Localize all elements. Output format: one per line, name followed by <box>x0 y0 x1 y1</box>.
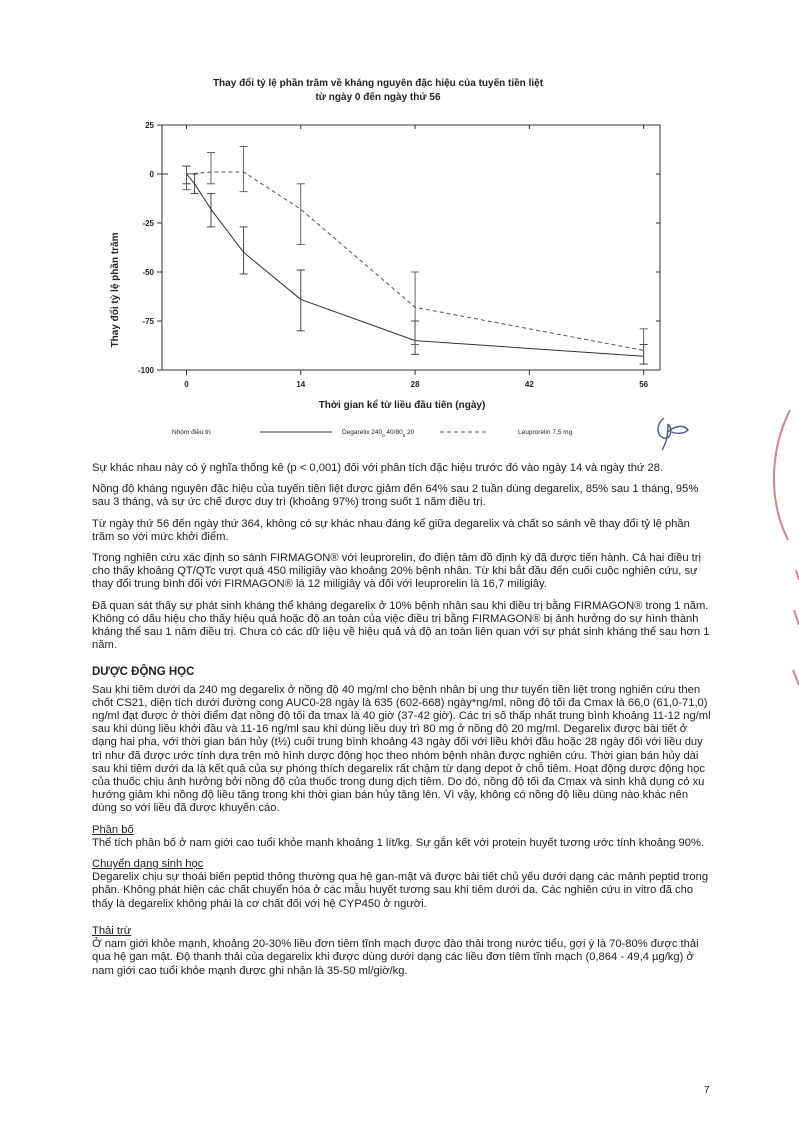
plot-frame <box>162 125 660 370</box>
legend-group-label: Nhóm điều trị <box>172 429 211 436</box>
y-tick-label: 25 <box>145 121 154 130</box>
figure <box>100 70 700 450</box>
paragraph-significance: Sự khác nhau này có ý nghĩa thống kê (p < 0,001) đối với phân tích đặc hiệu trước đó vào ngày 14 và ngày thứ 28. <box>92 462 664 474</box>
x-axis-title: Thời gian kể từ liều đầu tiên (ngày) <box>318 400 486 411</box>
paragraph-psa-reduction: Nồng độ kháng nguyên đặc hiệu của tuyến tiền liệt được giảm đến 64% sau 2 tuần dùng degarelix, 85% sau 1 tháng, 95% sau 3 tháng, và sự ức chế được duy trì (khoảng 97%) trong suốt 1 năm điều trị. <box>92 483 699 509</box>
y-tick-label: -75 <box>142 317 154 326</box>
subsection-text-distribution: Thể tích phân bố ở nam giới cao tuổi khỏe mạnh khoảng 1 lít/kg. Sự gắn kết với protein huyết tương ước tính khoảng 90%. <box>92 836 705 849</box>
y-tick-label: -100 <box>137 366 154 375</box>
page-number: 7 <box>704 1085 710 1096</box>
text-body <box>92 462 714 986</box>
stamp-mark <box>760 410 799 710</box>
y-tick-label: -25 <box>142 219 154 228</box>
subsection-biotransformation <box>92 858 714 911</box>
subsection-title-biotransformation: Chuyển dạng sinh học <box>92 858 204 871</box>
series-leuprorelin <box>182 147 647 365</box>
paragraph-ecg: Trong nghiên cứu xác định so sánh FIRMAGON® với leuprorelin, đo điện tâm đồ định kỳ đã được tiến hành. Cả hai điều trị cho thấy khoảng QT/QTc vượt quá 450 miligiây vào khoảng 20% bệnh nhân. Từ khi bắt đầu đến cuối cuộc nghiên cứu, sự thay đổi trung bình đối với FIRMAGON® là 12 miligiây và đối với leuprorelin là 16,7 miligiây. <box>92 552 701 591</box>
subsection-title-elimination: Thải trừ <box>92 924 132 937</box>
subsection-title-distribution: Phân bố <box>92 823 134 836</box>
y-tick-label: -50 <box>142 268 154 277</box>
series-layer <box>182 147 647 365</box>
x-tick-label: 42 <box>524 380 534 389</box>
paragraph-day-56-364: Từ ngày thứ 56 đến ngày thứ 364, không có sự khác nhau đáng kể giữa degarelix và chất so sánh về thay đổi tỷ lệ phần trăm so với mức khởi điểm. <box>92 517 690 543</box>
legend-label-leuprorelin: Leuprorelin 7,5 mg <box>518 429 573 436</box>
chart-title-line1: Thay đổi tỷ lệ phần trăm về kháng nguyên đặc hiệu của tuyến tiền liệt <box>212 78 544 89</box>
y-tick-label: 0 <box>149 170 154 179</box>
y-axis-title: Thay đổi tỷ lệ phần trăm <box>110 232 121 348</box>
subsection-text-elimination: Ở nam giới khỏe mạnh, khoảng 20-30% liều đơn tiêm tĩnh mạch được đào thải trong nước tiểu, gợi ý là 70-80% được thải qua hệ gan mật. Độ thanh thải của degarelix khi được dùng dưới dạng các liều đơn tiêm tĩnh mạch (0,864 - 49,4 µg/kg) ở nam giới cao tuổi khỏe mạnh được ghi nhận là 35-50 ml/giờ/kg. <box>92 938 699 977</box>
axes <box>138 121 660 389</box>
paragraph-pharmacokinetics: Sau khi tiêm dưới da 240 mg degarelix ở nồng độ 40 mg/ml cho bệnh nhân bị ung thư tuyến tiền liệt trong nghiên cứu then chốt CS21, diện tích dưới đường cong AUC0-28 ngày là 635 (602-668) ngày*ng/ml, nồng độ tối đa Cmax là 66,0 (61,0-71,0) ng/ml đạt được ở thời điểm đạt nồng độ tối đa tmax là 40 giờ (37-42 giờ). Các trị số thấp nhất trung bình khoảng 11-12 ng/ml sau khi dùng liều khởi đầu và 11-16 ng/ml sau khi dùng liều duy trì 80 mg ở nồng độ 20 mg/ml. Degarelix được bài tiết ở dạng hai pha, với thời gian bán hủy (t½) cuối trung bình khoảng 43 ngày đối với liều khởi đầu hoặc 28 ngày đối với liều duy trì như đã được ước tính dựa trên mô hình dược động học theo nhóm bệnh nhân được nghiên cứu. Thời gian bán hủy dài sau khi tiêm dưới da là kết quả của sự phóng thích degarelix rất chậm từ dạng depot ở chỗ tiêm. Hoạt động dược động học của thuốc chịu ảnh hưởng bởi nồng độ của thuốc trong dung dịch tiêm. Do đó, nồng độ tối đa Cmax và sinh khả dụng có xu hướng giảm khi nồng độ liều tăng trong khi thời gian bán hủy tăng lên. Vì vậy, không có nồng độ liều dùng nào khác nên dùng so với liều đã được khuyến cáo. <box>92 683 711 815</box>
legend-degarelix-part-1: Degarelix 240 <box>342 429 383 436</box>
chart <box>100 70 700 450</box>
section-heading-pharmacokinetics: DƯỢC ĐỘNG HỌC <box>92 666 195 679</box>
legend <box>172 427 573 438</box>
legend-label-degarelix <box>342 429 415 438</box>
subsection-text-biotransformation: Degarelix chịu sự thoái biến peptid thông thường qua hệ gan-mật và được bài tiết chủ yếu dưới dạng các mảnh peptid trong phân. Không phát hiện các chất chuyển hóa ở các mẫu huyết tương sau khi tiêm dưới da. Các nghiên cứu in vitro đã cho thấy là degarelix không phải là cơ chất đối với hệ CYP450 ở người. <box>92 871 709 910</box>
signature-mark <box>650 412 694 452</box>
paragraph-antibody: Đã quan sát thấy sự phát sinh kháng thể kháng degarelix ở 10% bệnh nhân sau khi điều trị bằng FIRMAGON® trong 1 năm. Không có dấu hiệu cho thấy hiệu quả hoặc độ an toàn của việc điều trị bằng FIRMAGON® bị ảnh hưởng do sự hình thành kháng thể sau 1 năm điều trị. Chưa có các dữ liệu về hiệu quả và độ an toàn liên quan với sự phát sinh kháng thể sau hơn 1 năm. <box>92 599 710 652</box>
subsection-elimination <box>92 925 714 978</box>
legend-degarelix-sub-2: 0 <box>402 432 406 438</box>
legend-degarelix-sub-1: 0 <box>382 432 385 438</box>
x-tick-label: 28 <box>410 380 420 389</box>
chart-title-line2: từ ngày 0 đến ngày thứ 56 <box>315 92 441 103</box>
x-tick-label: 56 <box>639 380 649 389</box>
legend-degarelix-part-2: 40/80 <box>384 429 403 436</box>
subsection-distribution <box>92 824 714 850</box>
x-tick-label: 0 <box>184 380 189 389</box>
x-tick-label: 14 <box>296 380 306 389</box>
legend-degarelix-part-3: 20 <box>405 429 415 436</box>
